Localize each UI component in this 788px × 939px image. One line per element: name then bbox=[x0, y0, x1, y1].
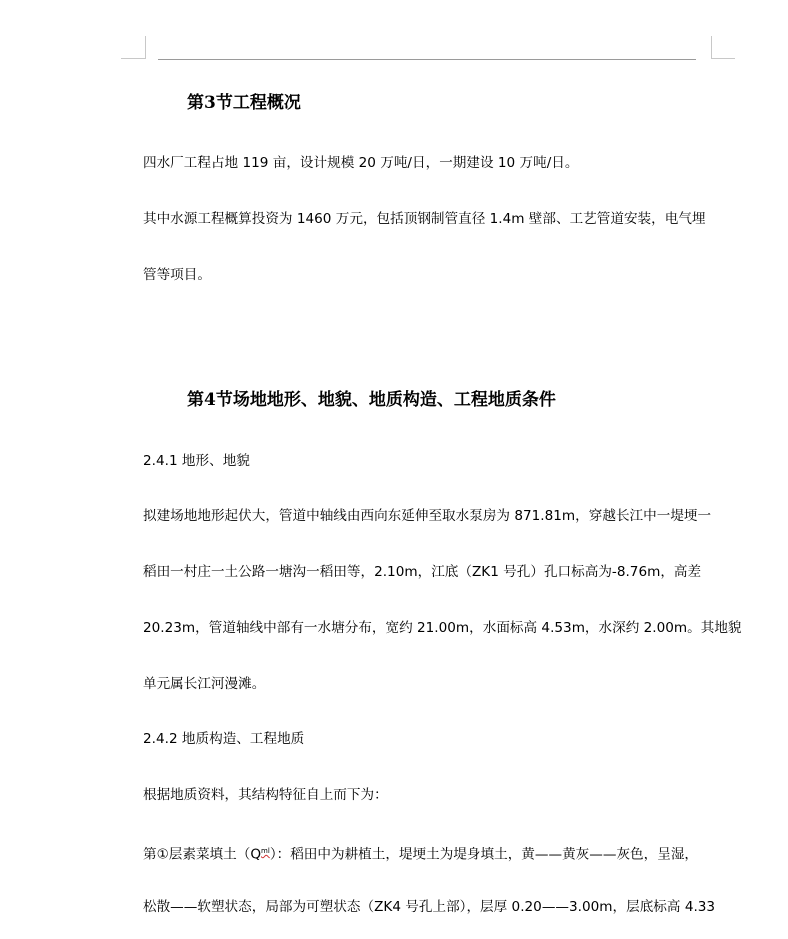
section-3-paragraph-2: 其中水源工程概算投资为 1460 万元，包括顶钢制管直径 1.4m 壁部、工艺管道安装，电气埋 bbox=[143, 211, 706, 227]
layer-1-superscript: ml bbox=[261, 847, 270, 855]
crop-mark-top-left-horizontal bbox=[121, 58, 145, 59]
terrain-paragraph-line-4: 单元属长江河漫滩。 bbox=[143, 676, 266, 692]
section-3-paragraph-1: 四水厂工程占地 119 亩，设计规模 20 万吨/日，一期建设 10 万吨/日。 bbox=[143, 155, 579, 171]
terrain-paragraph-line-3: 20.23m，管道轴线中部有一水塘分布，宽约 21.00m，水面标高 4.53m，水深约 2.00m。其地貌 bbox=[143, 620, 742, 636]
section-4-heading: 第4节场地地形、地貌、地质构造、工程地质条件 bbox=[187, 390, 556, 410]
crop-mark-top-right-horizontal bbox=[711, 58, 735, 59]
subsection-2-4-2-title: 2.4.2 地质构造、工程地质 bbox=[143, 731, 305, 747]
terrain-paragraph-line-2: 稻田一村庄一土公路一塘沟一稻田等，2.10m，江底（ZK1 号孔）孔口标高为-8.76m，高差 bbox=[143, 564, 702, 580]
header-rule bbox=[158, 59, 696, 60]
layer-1-line-2: 松散——软塑状态，局部为可塑状态（ZK4 号孔上部），层厚 0.20——3.00m，层底标高 4.33 bbox=[143, 899, 716, 915]
subsection-2-4-1-title: 2.4.1 地形、地貌 bbox=[143, 453, 250, 469]
crop-mark-top-right-vertical bbox=[711, 36, 712, 59]
layer-1-prefix: 第①层素菜填土（Q bbox=[143, 846, 262, 863]
crop-mark-top-left-vertical bbox=[145, 36, 146, 59]
layer-1-line-1 bbox=[143, 842, 698, 864]
layer-1-suffix: ）：稻田中为耕植土，堤埂土为堤身填土，黄——黄灰——灰色，呈湿， bbox=[269, 846, 699, 863]
geology-intro: 根据地质资料，其结构特征自上而下为： bbox=[143, 787, 388, 803]
section-3-paragraph-2-cont: 管等项目。 bbox=[143, 267, 211, 283]
terrain-paragraph-line-1: 拟建场地地形起伏大，管道中轴线由西向东延伸至取水泵房为 871.81m，穿越长江中一堤埂一 bbox=[143, 508, 712, 524]
section-3-heading: 第3节工程概况 bbox=[187, 93, 301, 113]
